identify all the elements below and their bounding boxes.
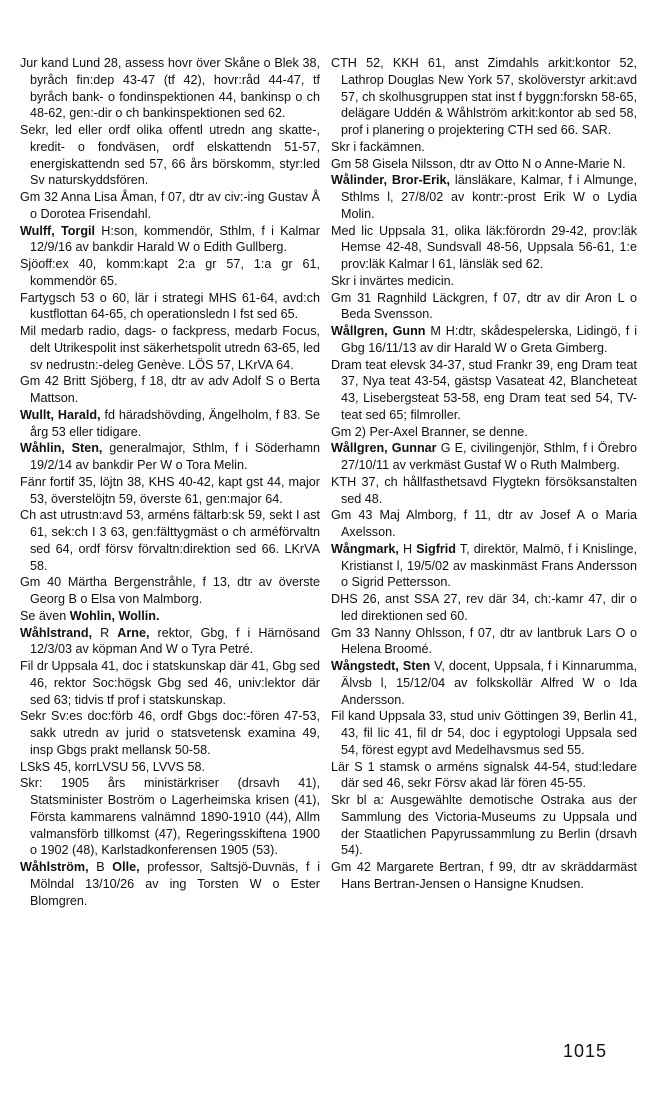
person-name: Wållgren, Gunn [331, 324, 426, 338]
person-name: Wångstedt, Sten [331, 659, 431, 673]
biography-heading-entry [20, 440, 320, 474]
biography-paragraph [331, 625, 637, 659]
person-name: Wulff, Torgil [20, 223, 96, 238]
biography-heading-entry [20, 625, 320, 659]
entry-text: H [398, 541, 417, 556]
biography-paragraph [20, 373, 320, 407]
biography-paragraph [20, 122, 320, 189]
biography-paragraph [331, 424, 637, 441]
entry-text: fd häradshövding, Ängelholm, f 83. Se årg 53 eller tidigare. [30, 407, 320, 439]
person-name: Wållgren, Gunnar [331, 441, 437, 456]
entry-text: CTH 52, KKH 61, anst Zimdahls arkit:kontor 52, Lathrop Douglas New York 57, skolöverstyr arkit:avd 57, ch skolhusgruppen stat inst f byggn:forskn 58-65, delägare Uddén & Wåhlström arkit:kontor ab sed 58, prof i planering o projektering CTH sed 66. SAR. [331, 56, 637, 137]
entry-text: Fil dr Uppsala 41, doc i statskunskap där 41, Gbg sed 46, rektor Soc:högsk Gbg sed 46, univ:lektor där sed 63; tidvis tf prof i statskunskap. [20, 659, 320, 707]
biography-paragraph [331, 474, 637, 508]
person-name: Wångmark, [331, 541, 399, 556]
entry-text: Sekr, led eller ordf olika offentl utredn ang skatte-, kredit- o fondväsen, ordf elskattendn 51-57, energiskattendn sed 57, 66 års börskomm, styr:led Sv naturskyddsfören. [20, 123, 320, 188]
right-column [331, 55, 637, 893]
entry-text: G E, civilingenjör, Sthlm, f i Örebro 27/10/11 av verkmäst Gustaf W o Ruth Malmberg. [341, 441, 637, 472]
biography-paragraph [331, 507, 637, 541]
entry-text: Fänr fortif 35, löjtn 38, KHS 40-42, kapt gst 44, major 53, överstelöjtn 59, överste 61, gen:major 64. [20, 474, 320, 506]
cross-reference: Wohlin, Wollin. [69, 608, 160, 623]
person-name: Wålinder, Bror-Erik, [331, 173, 450, 188]
entry-text: Gm 32 Anna Lisa Åman, f 07, dtr av civ:-ing Gustav Å o Dorotea Frisendahl. [20, 190, 320, 221]
person-name: Wåhlström, [20, 860, 89, 874]
page-number: 1015 [563, 1041, 608, 1061]
given-name: Sigfrid [416, 541, 457, 556]
biography-paragraph [331, 139, 637, 156]
biography-paragraph [20, 474, 320, 508]
biography-paragraph [20, 256, 320, 290]
entry-text: Skr bl a: Ausgewählte demotische Ostraka aus der Sammlung des Victoria-Museums zu Uppsala und der Staatlichen Papyrussammlung zu Berlin (drsavh 54). [331, 793, 637, 858]
entry-text: Dram teat elevsk 34-37, stud Frankr 39, eng Dram teat 37, Nya teat 43-54, gästsp Vasateat 42, Blancheteat 43, Lisebergsteat 53-58, eng Dram teat sed 54, TV-teat sed 65; filmroller. [331, 357, 637, 422]
entry-text: Gm 40 Märtha Bergenstråhle, f 13, dtr av överste Georg B o Elsa von Malmborg. [20, 575, 320, 606]
given-name: Olle, [112, 860, 140, 874]
biography-paragraph [20, 189, 320, 223]
biography-paragraph [331, 792, 637, 859]
biography-paragraph [20, 775, 320, 859]
entry-text: Gm 43 Maj Almborg, f 11, dtr av Josef A o Maria Axelsson. [331, 508, 637, 539]
entry-text: V, docent, Uppsala, f i Kinnarumma, Älvsb l, 15/12/04 av folkskollär Alfred W o Ida Andersson. [341, 659, 637, 707]
person-name: Wåhlstrand, [20, 625, 93, 640]
biography-heading-entry [331, 541, 637, 591]
entry-text: Gm 42 Britt Sjöberg, f 18, dtr av adv Adolf S o Berta Mattson. [20, 374, 320, 405]
entry-text: generalmajor, Sthlm, f i Söderhamn 19/2/14 av bankdir Per W o Tora Melin. [30, 441, 320, 472]
entry-text: Sjöoff:ex 40, komm:kapt 2:a gr 57, 1:a gr 61, kommendör 65. [20, 257, 320, 288]
biography-paragraph [331, 55, 637, 139]
entry-text: Se även [20, 608, 70, 623]
biography-heading-entry [331, 172, 637, 222]
given-name: Arne, [117, 625, 150, 640]
biography-paragraph [331, 357, 637, 424]
entry-text: professor, Saltsjö-Duvnäs, f i Mölndal 13/10/26 av ing Torsten W o Ester Blomgren. [30, 860, 320, 908]
entry-text: Fartygsch 53 o 60, lär i strategi MHS 61-64, avd:ch kustflottan 64-65, ch operationsledn I fst sed 65. [20, 290, 320, 322]
entry-text: Mil medarb radio, dags- o fackpress, medarb Focus, delt Utrikespolit inst säkerhetspolit utredn 63-65, led sv nedrustn:-deleg Genève. LÖS 57, LKrVA 64. [20, 324, 320, 372]
entry-text: Gm 42 Margarete Bertran, f 99, dtr av skräddarmäst Hans Bertran-Jensen o Hansigne Knudsen. [331, 860, 637, 891]
entry-text: Gm 58 Gisela Nilsson, dtr av Otto N o Anne-Marie N. [331, 156, 626, 171]
entry-text: rektor, Gbg, f i Härnösand 12/3/03 av köpman And W o Tyra Petré. [30, 625, 321, 657]
biography-paragraph [20, 55, 320, 122]
biography-paragraph [20, 323, 320, 373]
biography-paragraph [331, 591, 637, 625]
entry-text: Skr: 1905 års ministärkriser (drsavh 41), Statsminister Boström o Lagerheimska krisen (41), Första kammarens valnämnd 1890-1910 (44), Allm valmansförb tillkomst (47), Regeringsskiftena 1900 o 1902 (48), Karlstadkonferensen 1905 (53). [20, 776, 320, 858]
biography-paragraph [331, 708, 637, 758]
entry-text: Sekr Sv:es doc:förb 46, ordf Gbgs doc:-fören 47-53, sakk utredn av jurid o statsvetensk examina 49, insp Gbgs prakt mellansk 50-58. [20, 709, 320, 757]
biography-paragraph [20, 507, 320, 574]
biography-paragraph [20, 574, 320, 608]
biography-heading-entry [20, 859, 320, 909]
entry-text: länsläkare, Kalmar, f i Almunge, Sthlms l, 27/8/02 av kontr:-prost Erik W o Lydia Molin. [341, 173, 637, 221]
biography-paragraph [331, 859, 637, 893]
biography-paragraph [20, 708, 320, 758]
biography-paragraph [20, 608, 320, 625]
entry-text: R [92, 625, 118, 640]
biography-paragraph [331, 156, 637, 173]
biography-heading-entry [331, 440, 637, 474]
entry-text: Fil kand Uppsala 33, stud univ Göttingen 39, Berlin 41, 43, fil lic 41, fil dr 54, doc i egyptologi Uppsala sed 54, förest egypt avd Medelhavsmus sed 55. [331, 709, 637, 757]
entry-text: Jur kand Lund 28, assess hovr över Skåne o Blek 38, byråch fin:dep 43-47 (tf 42), hovr:råd 44-47, tf byråch bank- o fondinspektionen 44, bankinsp o ch 48-62, gen:-dir o ch bankinspektionen sed 62. [20, 56, 320, 121]
biography-paragraph [331, 223, 637, 273]
biography-paragraph [20, 658, 320, 708]
entry-text: Skr i fackämnen. [331, 139, 425, 154]
biography-paragraph [331, 759, 637, 793]
biography-paragraph [331, 273, 637, 290]
entry-text: LSkS 45, korrLVSU 56, LVVS 58. [20, 759, 206, 774]
entry-text: Lär S 1 stamsk o arméns signalsk 44-54, stud:ledare där sed 46, sekr Försv akad lär fören 45-55. [331, 759, 637, 791]
biography-heading-entry [331, 323, 637, 357]
biography-heading-entry [331, 658, 637, 708]
entry-text: M H:dtr, skådespelerska, Lidingö, f i Gbg 16/11/13 av dir Harald W o Greta Gimberg. [341, 324, 637, 355]
biography-paragraph [20, 759, 320, 776]
left-column [20, 55, 320, 909]
entry-text: B [88, 860, 113, 874]
entry-text: T, direktör, Malmö, f i Knislinge, Kristianst l, 19/5/02 av maskinmäst Frans Andersson o Sigrid Pettersson. [341, 541, 637, 590]
entry-text: Med lic Uppsala 31, olika läk:förordn 29-42, prov:läk Hemse 42-48, Sundsvall 48-56, Uppsala 56-61, 1:e prov:läk Kalmar l 61, länsläk sed 62. [331, 223, 637, 271]
entry-text: H:son, kommendör, Sthlm, f i Kalmar 12/9/16 av bankdir Harald W o Edith Gullberg. [30, 223, 320, 255]
entry-text: Gm 33 Nanny Ohlsson, f 07, dtr av lantbruk Lars O o Helena Broomé. [331, 625, 637, 657]
biography-paragraph [20, 290, 320, 324]
entry-text: DHS 26, anst SSA 27, rev där 34, ch:-kamr 47, dir o led direktionen sed 60. [331, 592, 637, 623]
person-name: Wullt, Harald, [20, 407, 101, 422]
entry-text: KTH 37, ch hållfasthetsavd Flygtekn försöksanstalten sed 48. [331, 474, 637, 506]
biography-paragraph [331, 290, 637, 324]
entry-text: Ch ast utrustn:avd 53, arméns fältarb:sk 59, sekt I ast 61, sek:ch I 3 63, gen:fälttygmäst o ch arméförvaltn sed 64, ordf försv förvaltn:direktion sed 66. LKrVA 58. [20, 508, 320, 573]
biography-heading-entry [20, 407, 320, 441]
entry-text: Gm 2) Per-Axel Branner, se denne. [331, 424, 528, 439]
entry-text: Gm 31 Ragnhild Läckgren, f 07, dtr av dir Aron L o Beda Svensson. [331, 290, 637, 322]
person-name: Wåhlin, Sten, [20, 441, 103, 456]
entry-text: Skr i invärtes medicin. [331, 273, 455, 288]
biography-heading-entry [20, 223, 320, 257]
